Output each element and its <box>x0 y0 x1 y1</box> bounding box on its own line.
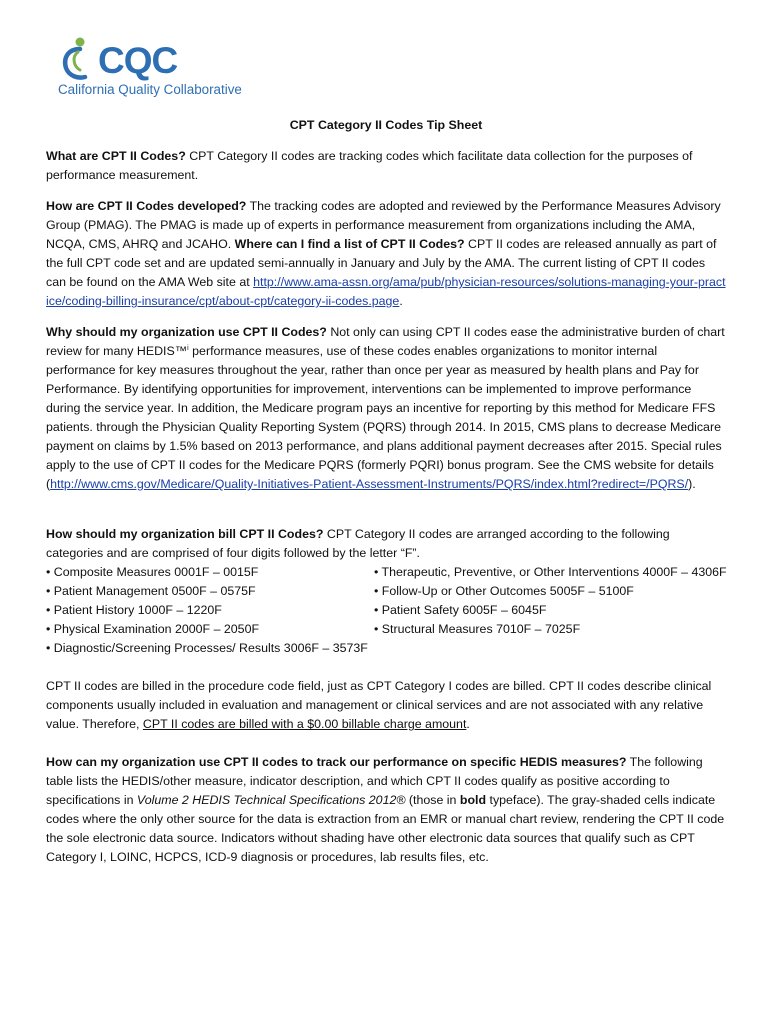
category-list <box>46 563 726 658</box>
track-question: How can my organization use CPT II codes to track our performance on specific HEDIS measures? <box>46 755 627 769</box>
track-answer-3: typeface). The gray-shaded cells indicate codes where the only other source for the data is extraction from an EMR or manual chart review, rendering the CPT II code the sole electronic data source. Indicators without shading have other electronic data sources that qualify such as CPT Category I, LOINC, HCPCS, ICD-9 diagnosis or procedures, lab results files, etc. <box>46 793 725 864</box>
track-paragraph <box>46 753 726 867</box>
find-question: Where can I find a list of CPT II Codes? <box>234 237 465 251</box>
what-paragraph <box>46 147 726 185</box>
developed-question: How are CPT II Codes developed? <box>46 199 247 213</box>
document-body <box>46 116 726 879</box>
cqc-logo <box>58 36 268 98</box>
find-answer: CPT II codes are released annually as part of the full CPT code set and are updated semi-annually in January and July by the AMA. The current listing of CPT II codes can be found on the AMA Web site at <box>46 237 717 289</box>
developed-answer: The tracking codes are adopted and reviewed by the Performance Measures Advisory Group (PMAG). The PMAG is made up of experts in performance measurement from organizations including the AMA, NCQA, CMS, AHRQ and JCAHO. <box>46 199 721 251</box>
bill-answer: CPT Category II codes are arranged according to the following categories and are comprised of four digits followed by the letter “F”. <box>46 527 670 560</box>
why-answer-2: performance measures, use of these codes enables organizations to monitor internal performance for key measures throughout the year, rather than once per year as measured by health plans and Pay for Performance. By identifying opportunities for improvement, interventions can be implemented to improve performance during the service year. In addition, the Medicare program pays an incentive for reporting by this method for Medicare FFS patients. through the Physician Quality Reporting System (PQRS) through 2014. In 2015, CMS plans to decrease Medicare payment on claims by 1.5% based on 2013 performance, and plans additional payment decreases after 2015. Special rules apply to the use of CPT II codes for the Medicare PQRS (formerly PQRI) bonus program. See the CMS website for details <box>46 344 722 472</box>
category-item: • Patient Safety 6005F – 6045F <box>374 603 547 617</box>
category-item: • Follow-Up or Other Outcomes 5005F – 5100F <box>374 584 634 598</box>
what-question: What are CPT II Codes? <box>46 149 186 163</box>
page-title: CPT Category II Codes Tip Sheet <box>289 118 483 132</box>
footnote-marker: i <box>187 344 189 352</box>
why-question: Why should my organization use CPT II Codes? <box>46 325 327 339</box>
category-item: • Diagnostic/Screening Processes/ Results 3006F – 3573F <box>46 641 368 655</box>
cqc-figure-icon <box>58 36 102 82</box>
track-bold: bold <box>459 793 487 807</box>
billed-paragraph <box>46 677 726 734</box>
category-item: • Patient Management 0500F – 0575F <box>46 584 256 598</box>
category-item: • Composite Measures 0001F – 0015F <box>46 565 259 579</box>
category-item <box>374 639 726 658</box>
spacer <box>46 746 726 753</box>
billed-text: CPT II codes are billed in the procedure code field, just as CPT Category I codes are billed. CPT II codes describe clinical components usually included in evaluation and management or clinical services and are not associated with any relative value. Therefore, <box>46 679 712 731</box>
bill-question: How should my organization bill CPT II Codes? <box>46 527 324 541</box>
why-answer-1: Not only can using CPT II codes ease the administrative burden of chart review for many HEDIS™ <box>46 325 725 358</box>
developed-paragraph <box>46 197 726 311</box>
category-item: • Physical Examination 2000F – 2050F <box>46 622 260 636</box>
open-paren: ( <box>46 477 51 491</box>
ama-link[interactable]: http://www.ama-assn.org/ama/pub/physician-resources/solutions-managing-your-practice/coding-billing-insurance/cpt/about-cpt/category-ii-codes.page <box>46 275 726 308</box>
bill-paragraph <box>46 525 726 563</box>
billed-underline: CPT II codes are billed with a $0.00 billable charge amount <box>142 717 467 731</box>
category-item: • Structural Measures 7010F – 7025F <box>374 622 581 636</box>
category-item: • Patient History 1000F – 1220F <box>46 603 222 617</box>
why-paragraph <box>46 323 726 494</box>
billed-end: . <box>466 717 470 731</box>
track-volume: Volume 2 HEDIS Technical Specifications 2012® <box>136 793 406 807</box>
category-item: • Therapeutic, Preventive, or Other Interventions 4000F – 4306F <box>374 565 727 579</box>
track-answer-2: (those in <box>405 793 460 807</box>
spacer <box>46 506 726 525</box>
developed-end: . <box>399 294 403 308</box>
logo-wordmark: CQC <box>98 40 178 81</box>
close-paren: ). <box>688 477 696 491</box>
cms-link[interactable]: http://www.cms.gov/Medicare/Quality-Initiatives-Patient-Assessment-Instruments/PQRS/index.html?redirect=/PQRS/ <box>50 477 689 491</box>
track-answer-1: The following table lists the HEDIS/other measure, indicator description, and which CPT II codes qualify as positive according to specifications in <box>46 755 703 807</box>
logo-tagline: California Quality Collaborative <box>58 82 242 97</box>
what-answer: CPT Category II codes are tracking codes which facilitate data collection for the purposes of performance measurement. <box>46 149 693 182</box>
